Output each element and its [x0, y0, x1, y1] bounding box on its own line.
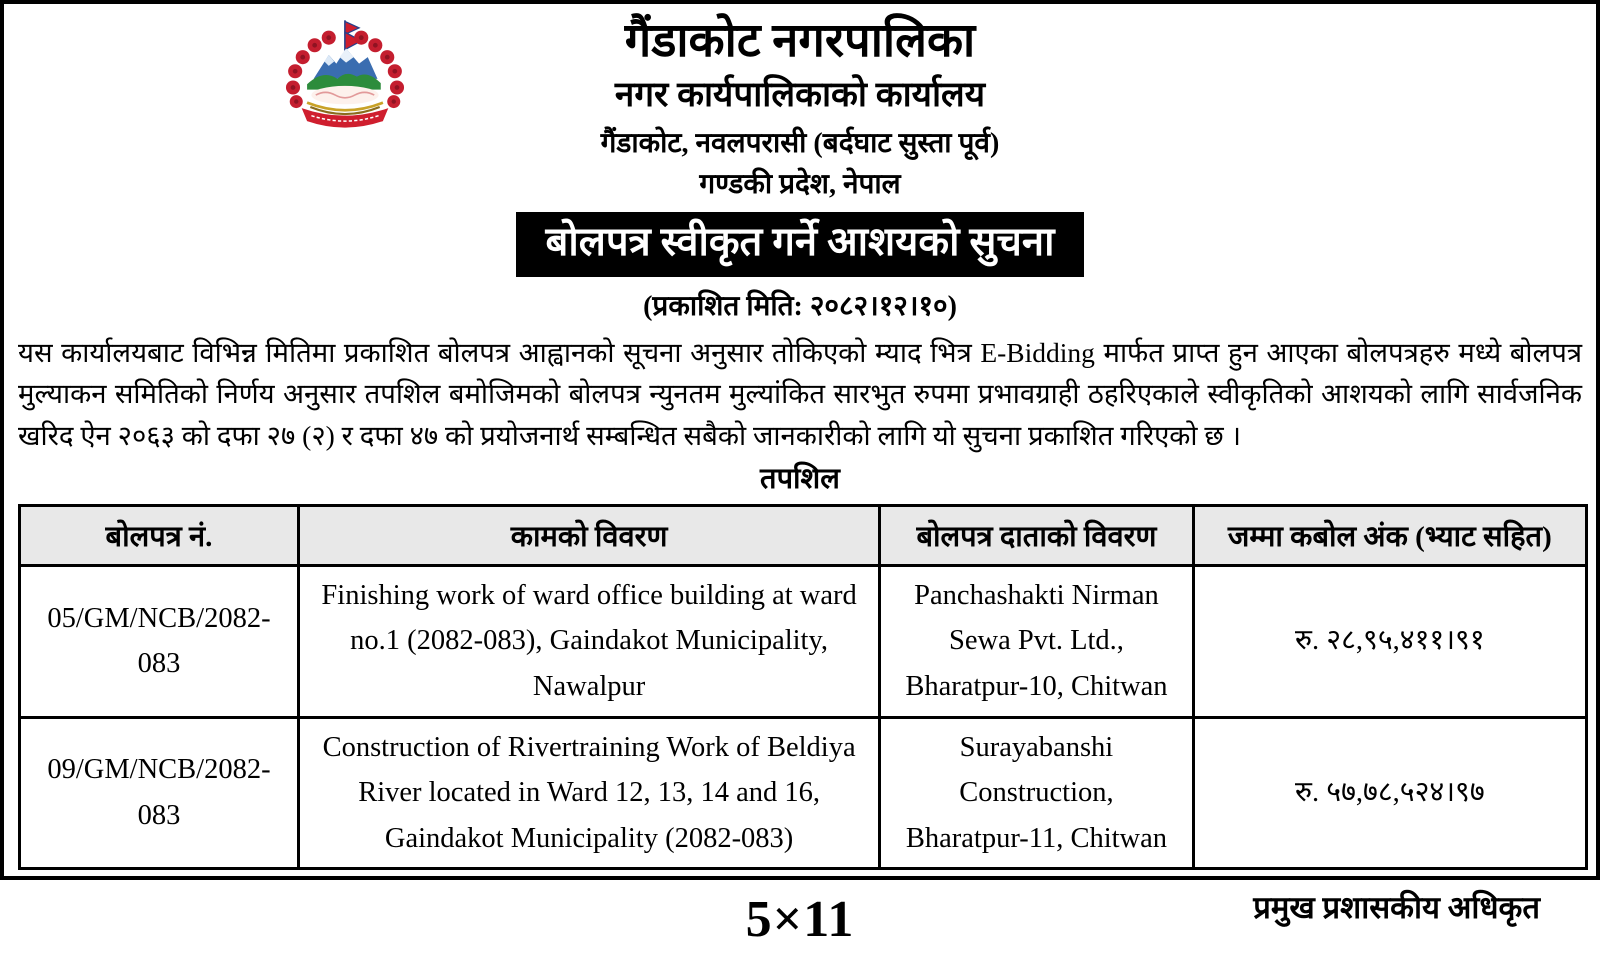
- office-address: गैंडाकोट, नवलपरासी (बर्दघाट सुस्ता पूर्व): [600, 128, 1000, 160]
- tender-no-cell: 05/GM/NCB/2082-083: [20, 565, 299, 717]
- banner-row: [18, 212, 1582, 277]
- col-header-bidder-details: बोलपत्र दाताको विवरण: [880, 505, 1193, 565]
- province-line: गण्डकी प्रदेश, नेपाल: [699, 169, 901, 201]
- notice-title-banner: बोलपत्र स्वीकृत गर्ने आशयको सुचना: [516, 212, 1085, 277]
- bidder-cell: Panchashakti Nirman Sewa Pvt. Ltd., Bharatpur-10, Chitwan: [880, 565, 1193, 717]
- office-name: नगर कार्यपालिकाको कार्यालय: [614, 75, 986, 115]
- col-header-work-description: कामको विवरण: [298, 505, 879, 565]
- table-header-row: [20, 505, 1587, 565]
- amount-cell: रु. ५७,७८,५२४।९७: [1193, 717, 1586, 869]
- notice-body: यस कार्यालयबाट विभिन्न मितिमा प्रकाशित बोलपत्र आह्वानको सूचना अनुसार तोकिएको म्याद भित्र E-Bidding मार्फत प्राप्त हुन आएका बोलपत्रहरु मध्ये बोलपत्र मुल्याकन समितिको निर्णय अनुसार तपशिल बमोजिमको बोलपत्र न्युनतम मुल्यांकित सारभुत रुपमा प्रभावग्राही ठहरिएकाले स्वीकृतिको आशयको लागि सार्वजनिक खरिद ऐन २०६३ को दफा २७ (२) र दफा ४७ को प्रयोजनार्थ सम्बन्धित सबैको जानकारीको लागि यो सुचना प्रकाशित गरिएको छ ।: [18, 337, 1582, 451]
- table-row: [20, 565, 1587, 717]
- tender-table: [18, 504, 1588, 871]
- nepal-emblem-icon: [270, 16, 420, 146]
- amount-cell: रु. २८,९५,४११।९१: [1193, 565, 1586, 717]
- table-row: [20, 717, 1587, 869]
- garland-shape: [307, 103, 383, 114]
- col-header-quoted-amount: जम्मा कबोल अंक (भ्याट सहित): [1193, 505, 1586, 565]
- ad-size-label: 5×11: [745, 891, 855, 948]
- tender-no-cell: 09/GM/NCB/2082-083: [20, 717, 299, 869]
- map-shape: [311, 86, 378, 104]
- signatory-title: प्रमुख प्रशासकीय अधिकृत: [1253, 890, 1540, 926]
- published-date: (प्रकाशित मिति: २०८२।१२।१०): [643, 291, 957, 323]
- work-description-cell: Finishing work of ward office building at ward no.1 (2082-083), Gaindakot Municipality, Nawalpur: [298, 565, 879, 717]
- municipality-name: गैंडाकोट नगरपालिका: [624, 15, 976, 67]
- nepal-emblem-logo: [270, 16, 420, 146]
- bidder-cell: Surayabanshi Construction, Bharatpur-11, Chitwan: [880, 717, 1193, 869]
- col-header-tender-no: बोलपत्र नं.: [20, 505, 299, 565]
- letterhead: [18, 14, 1582, 202]
- work-description-cell: Construction of Rivertraining Work of Beldiya River located in Ward 12, 13, 14 and 16, Gaindakot Municipality (2082-083): [298, 717, 879, 869]
- details-heading: तपशिल: [760, 462, 840, 495]
